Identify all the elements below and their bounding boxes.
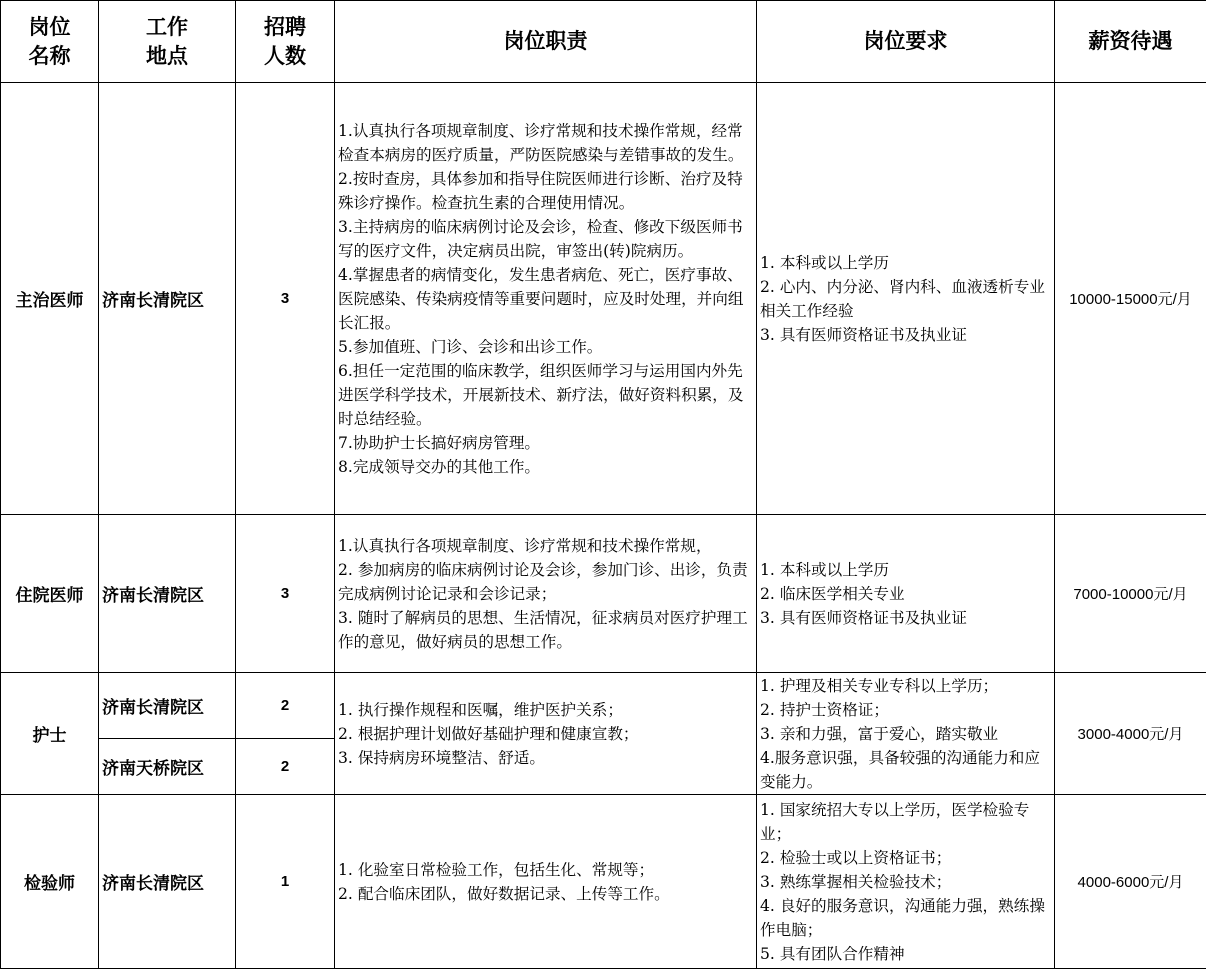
duties-cell (335, 83, 757, 515)
work-location: 济南长清院区 (99, 795, 236, 969)
duty-item: 8.完成领导交办的其他工作。 (338, 457, 541, 476)
requirements-cell (757, 83, 1055, 515)
duty-item: 1.认真执行各项规章制度、诊疗常规和技术操作常规，经常检查本病房的医疗质量，严防医院感染与差错事故的发生。 (338, 121, 744, 164)
requirement-item: 2. 心内、内分泌、肾内科、血液透析专业相关工作经验 (760, 277, 1045, 320)
requirement-item: 3. 具有医师资格证书及执业证 (760, 608, 967, 627)
position-name: 护士 (1, 673, 99, 795)
requirement-item: 2. 检验士或以上资格证书； (760, 848, 952, 867)
position-name: 主治医师 (1, 83, 99, 515)
requirement-item: 1. 本科或以上学历 (760, 560, 889, 579)
table-row (1, 83, 1206, 515)
duty-item: 3. 随时了解病员的思想、生活情况，征求病员对医疗护理工作的意见，做好病员的思想工作。 (338, 608, 748, 651)
table-row (1, 795, 1206, 969)
header-requirements: 岗位要求 (757, 1, 1055, 83)
duty-item: 2. 根据护理计划做好基础护理和健康宣教； (338, 724, 639, 743)
duty-item: 1.认真执行各项规章制度、诊疗常规和技术操作常规， (338, 536, 712, 555)
requirement-item: 3. 具有医师资格证书及执业证 (760, 325, 967, 344)
hiring-count: 2 (236, 673, 335, 739)
header-position-name: 岗位 名称 (1, 1, 99, 83)
requirement-item: 1. 国家统招大专以上学历，医学检验专业； (760, 800, 1030, 843)
position-name: 检验师 (1, 795, 99, 969)
duties-cell (335, 795, 757, 969)
duty-item: 6.担任一定范围的临床教学，组织医师学习与运用国内外先进医学科学技术，开展新技术、新疗法，做好资料积累，及时总结经验。 (338, 361, 744, 428)
duty-item: 2.按时查房，具体参加和指导住院医师进行诊断、治疗及特殊诊疗操作。检查抗生素的合理使用情况。 (338, 169, 743, 212)
requirement-item: 3. 熟练掌握相关检验技术； (760, 872, 952, 891)
work-location: 济南长清院区 (99, 83, 236, 515)
header-duties: 岗位职责 (335, 1, 757, 83)
hiring-count: 2 (236, 739, 335, 795)
header-salary: 薪资待遇 (1055, 1, 1206, 83)
duty-item: 3. 保持病房环境整洁、舒适。 (338, 748, 545, 767)
requirement-item: 2. 持护士资格证； (760, 700, 889, 719)
requirement-item: 1. 本科或以上学历 (760, 253, 889, 272)
work-location: 济南长清院区 (99, 515, 236, 673)
hiring-count: 1 (236, 795, 335, 969)
duties-cell (335, 515, 757, 673)
salary: 7000-10000元/月 (1055, 515, 1206, 673)
duty-item: 5.参加值班、门诊、会诊和出诊工作。 (338, 337, 603, 356)
duty-item: 7.协助护士长搞好病房管理。 (338, 433, 541, 452)
requirement-item: 4. 良好的服务意识，沟通能力强，熟练操作电脑； (760, 896, 1045, 939)
salary: 4000-6000元/月 (1055, 795, 1206, 969)
table-row (1, 673, 1206, 739)
duty-item: 2. 参加病房的临床病例讨论及会诊，参加门诊、出诊，负责完成病例讨论记录和会诊记录； (338, 560, 748, 603)
salary: 3000-4000元/月 (1055, 673, 1206, 795)
salary: 10000-15000元/月 (1055, 83, 1206, 515)
duty-item: 1. 化验室日常检验工作，包括生化、常规等； (338, 860, 655, 879)
requirements-cell (757, 795, 1055, 969)
requirement-item: 5. 具有团队合作精神 (760, 944, 905, 963)
table-row (1, 515, 1206, 673)
duties-cell (335, 673, 757, 795)
requirement-item: 1. 护理及相关专业专科以上学历； (760, 676, 999, 695)
position-name: 住院医师 (1, 515, 99, 673)
requirement-item: 4.服务意识强，具备较强的沟通能力和应变能力。 (760, 748, 1040, 791)
requirements-cell (757, 515, 1055, 673)
header-row (1, 1, 1206, 83)
requirements-cell (757, 673, 1055, 795)
duty-item: 3.主持病房的临床病例讨论及会诊，检查、修改下级医师书写的医疗文件，决定病员出院，审签出(转)院病历。 (338, 217, 743, 260)
requirement-item: 2. 临床医学相关专业 (760, 584, 905, 603)
hiring-count: 3 (236, 515, 335, 673)
duty-item: 4.掌握患者的病情变化，发生患者病危、死亡，医疗事故、医院感染、传染病疫情等重要问题时，应及时处理，并向组长汇报。 (338, 265, 744, 332)
header-location: 工作 地点 (99, 1, 236, 83)
hiring-count: 3 (236, 83, 335, 515)
header-count: 招聘 人数 (236, 1, 335, 83)
duty-item: 1. 执行操作规程和医嘱，维护医护关系； (338, 700, 623, 719)
work-location: 济南长清院区 (99, 673, 236, 739)
requirement-item: 3. 亲和力强，富于爱心，踏实敬业 (760, 724, 999, 743)
work-location: 济南天桥院区 (99, 739, 236, 795)
duty-item: 2. 配合临床团队，做好数据记录、上传等工作。 (338, 884, 670, 903)
